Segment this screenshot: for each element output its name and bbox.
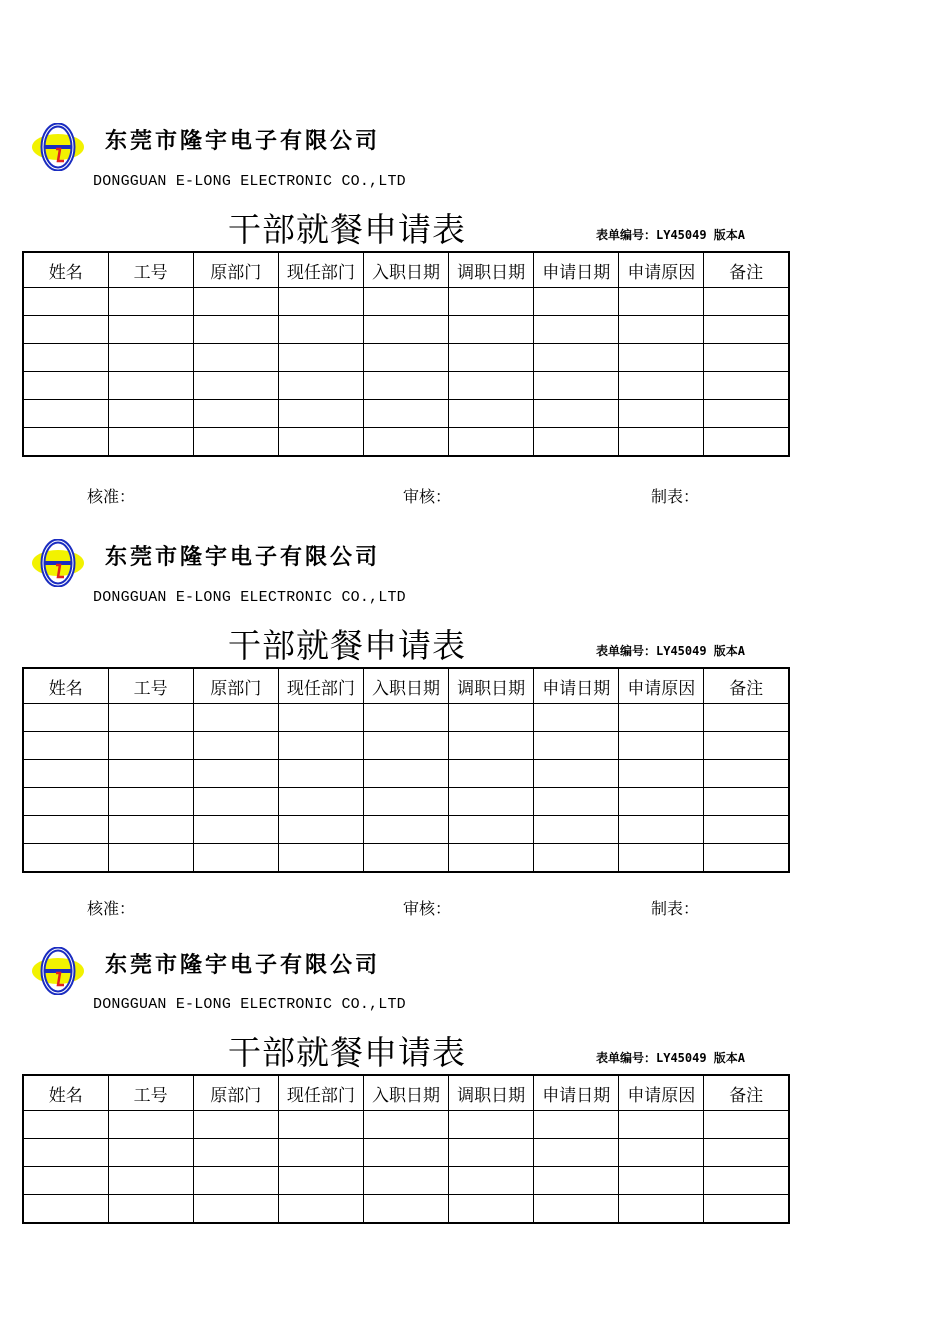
table-cell[interactable] — [704, 732, 789, 760]
table-cell[interactable] — [534, 760, 619, 788]
column-header-transfer-date: 调职日期 — [449, 252, 534, 288]
table-cell[interactable] — [619, 344, 704, 372]
table-cell[interactable] — [534, 844, 619, 873]
table-cell[interactable] — [534, 316, 619, 344]
table-row — [23, 788, 789, 816]
column-header-reason: 申请原因 — [619, 668, 704, 704]
table-cell[interactable] — [704, 816, 789, 844]
table-cell[interactable] — [619, 1167, 704, 1195]
table-cell[interactable] — [449, 400, 534, 428]
application-table — [22, 251, 790, 457]
table-cell[interactable] — [704, 288, 789, 316]
table-cell[interactable] — [193, 732, 278, 760]
table-cell[interactable] — [534, 1139, 619, 1167]
table-cell[interactable] — [278, 400, 363, 428]
table-cell[interactable] — [363, 732, 448, 760]
table-cell[interactable] — [363, 1111, 448, 1139]
table-cell[interactable] — [619, 288, 704, 316]
table-cell[interactable] — [704, 316, 789, 344]
company-name-en: DONGGUAN E-LONG ELECTRONIC CO.,LTD — [93, 589, 406, 606]
table-cell[interactable] — [23, 1195, 108, 1224]
table-row — [23, 1139, 789, 1167]
table-cell[interactable] — [619, 428, 704, 457]
table-row — [23, 760, 789, 788]
table-cell[interactable] — [449, 344, 534, 372]
table-cell[interactable] — [278, 844, 363, 873]
column-header-remarks: 备注 — [704, 668, 789, 704]
table-cell[interactable] — [193, 760, 278, 788]
table-cell[interactable] — [193, 844, 278, 873]
column-header-remarks: 备注 — [704, 252, 789, 288]
table-row — [23, 704, 789, 732]
table-cell[interactable] — [449, 1195, 534, 1224]
application-table — [22, 1074, 790, 1224]
table-cell[interactable] — [449, 1139, 534, 1167]
company-name-en: DONGGUAN E-LONG ELECTRONIC CO.,LTD — [93, 173, 406, 190]
table-cell[interactable] — [619, 372, 704, 400]
table-cell[interactable] — [704, 1167, 789, 1195]
table-cell[interactable] — [704, 788, 789, 816]
table-cell[interactable] — [704, 428, 789, 457]
company-name-cn: 东莞市隆宇电子有限公司 — [105, 129, 381, 154]
form-title: 干部就餐申请表 — [228, 1033, 466, 1072]
column-header-name: 姓名 — [23, 1075, 108, 1111]
table-cell[interactable] — [704, 704, 789, 732]
table-cell[interactable] — [363, 816, 448, 844]
table-cell[interactable] — [108, 732, 193, 760]
table-row — [23, 316, 789, 344]
table-cell[interactable] — [193, 428, 278, 457]
company-name-cn: 东莞市隆宇电子有限公司 — [105, 953, 381, 978]
table-cell[interactable] — [449, 816, 534, 844]
company-logo-icon — [30, 539, 86, 587]
table-cell[interactable] — [534, 344, 619, 372]
table-cell[interactable] — [278, 760, 363, 788]
table-cell[interactable] — [534, 732, 619, 760]
table-cell[interactable] — [23, 428, 108, 457]
table-cell[interactable] — [193, 372, 278, 400]
column-header-original-dept: 原部门 — [193, 252, 278, 288]
table-cell[interactable] — [23, 344, 108, 372]
table-row — [23, 288, 789, 316]
column-header-hire-date: 入职日期 — [363, 1075, 448, 1111]
table-cell[interactable] — [278, 1167, 363, 1195]
table-cell[interactable] — [363, 844, 448, 873]
table-cell[interactable] — [108, 1111, 193, 1139]
table-row — [23, 1195, 789, 1224]
table-cell[interactable] — [108, 760, 193, 788]
table-cell[interactable] — [363, 400, 448, 428]
column-header-current-dept: 现任部门 — [278, 252, 363, 288]
table-cell[interactable] — [108, 1167, 193, 1195]
table-cell[interactable] — [363, 1195, 448, 1224]
table-cell[interactable] — [619, 704, 704, 732]
table-cell[interactable] — [278, 344, 363, 372]
column-header-employee-id: 工号 — [108, 1075, 193, 1111]
column-header-apply-date: 申请日期 — [534, 668, 619, 704]
table-cell[interactable] — [534, 788, 619, 816]
table-row — [23, 1111, 789, 1139]
approve-label: 核准： — [87, 899, 136, 918]
table-cell[interactable] — [363, 372, 448, 400]
table-cell[interactable] — [449, 1167, 534, 1195]
company-logo-icon — [30, 947, 86, 995]
table-cell[interactable] — [449, 704, 534, 732]
table-cell[interactable] — [108, 1195, 193, 1224]
column-header-original-dept: 原部门 — [193, 668, 278, 704]
column-header-current-dept: 现任部门 — [278, 1075, 363, 1111]
column-header-original-dept: 原部门 — [193, 1075, 278, 1111]
table-cell[interactable] — [193, 316, 278, 344]
table-cell[interactable] — [23, 760, 108, 788]
column-header-apply-date: 申请日期 — [534, 1075, 619, 1111]
table-cell[interactable] — [278, 288, 363, 316]
table-cell[interactable] — [619, 1195, 704, 1224]
column-header-hire-date: 入职日期 — [363, 252, 448, 288]
table-cell[interactable] — [278, 732, 363, 760]
column-header-apply-date: 申请日期 — [534, 252, 619, 288]
table-cell[interactable] — [278, 372, 363, 400]
table-cell[interactable] — [23, 288, 108, 316]
table-cell[interactable] — [534, 704, 619, 732]
table-cell[interactable] — [534, 372, 619, 400]
table-cell[interactable] — [193, 816, 278, 844]
table-cell[interactable] — [534, 288, 619, 316]
column-header-current-dept: 现任部门 — [278, 668, 363, 704]
table-cell[interactable] — [619, 1139, 704, 1167]
form-title: 干部就餐申请表 — [228, 626, 466, 665]
table-cell[interactable] — [108, 704, 193, 732]
form-title: 干部就餐申请表 — [228, 210, 466, 249]
table-cell[interactable] — [363, 1139, 448, 1167]
table-cell[interactable] — [278, 1195, 363, 1224]
company-logo-icon — [30, 123, 86, 171]
column-header-reason: 申请原因 — [619, 252, 704, 288]
table-cell[interactable] — [534, 1111, 619, 1139]
table-cell[interactable] — [278, 704, 363, 732]
column-header-reason: 申请原因 — [619, 1075, 704, 1111]
table-cell[interactable] — [619, 760, 704, 788]
table-cell[interactable] — [278, 1139, 363, 1167]
prepare-label: 制表： — [651, 487, 700, 506]
table-cell[interactable] — [278, 1111, 363, 1139]
table-cell[interactable] — [23, 1167, 108, 1195]
table-cell[interactable] — [619, 316, 704, 344]
table-cell[interactable] — [193, 1167, 278, 1195]
column-header-employee-id: 工号 — [108, 252, 193, 288]
table-cell[interactable] — [278, 816, 363, 844]
table-header-row — [23, 1075, 789, 1111]
table-cell[interactable] — [108, 428, 193, 457]
table-cell[interactable] — [363, 1167, 448, 1195]
table-row — [23, 344, 789, 372]
table-cell[interactable] — [108, 844, 193, 873]
company-name-en: DONGGUAN E-LONG ELECTRONIC CO.,LTD — [93, 996, 406, 1013]
table-cell[interactable] — [704, 1195, 789, 1224]
table-cell[interactable] — [704, 1139, 789, 1167]
table-cell[interactable] — [363, 344, 448, 372]
table-cell[interactable] — [363, 788, 448, 816]
table-cell[interactable] — [23, 1111, 108, 1139]
table-cell[interactable] — [449, 760, 534, 788]
table-cell[interactable] — [534, 400, 619, 428]
column-header-name: 姓名 — [23, 668, 108, 704]
table-cell[interactable] — [193, 788, 278, 816]
review-label: 审核： — [403, 487, 452, 506]
table-header-row — [23, 252, 789, 288]
table-cell[interactable] — [23, 732, 108, 760]
table-cell[interactable] — [449, 844, 534, 873]
column-header-transfer-date: 调职日期 — [449, 668, 534, 704]
table-row — [23, 732, 789, 760]
table-cell[interactable] — [108, 316, 193, 344]
table-cell[interactable] — [363, 704, 448, 732]
table-cell[interactable] — [363, 428, 448, 457]
table-cell[interactable] — [704, 1111, 789, 1139]
table-cell[interactable] — [704, 400, 789, 428]
column-header-transfer-date: 调职日期 — [449, 1075, 534, 1111]
table-cell[interactable] — [704, 760, 789, 788]
table-header-row — [23, 668, 789, 704]
table-cell[interactable] — [449, 1111, 534, 1139]
table-cell[interactable] — [449, 428, 534, 457]
table-cell[interactable] — [23, 788, 108, 816]
table-cell[interactable] — [108, 816, 193, 844]
application-table — [22, 667, 790, 873]
table-cell[interactable] — [278, 788, 363, 816]
table-cell[interactable] — [108, 344, 193, 372]
company-name-cn: 东莞市隆宇电子有限公司 — [105, 545, 381, 570]
table-cell[interactable] — [619, 400, 704, 428]
table-cell[interactable] — [193, 344, 278, 372]
table-cell[interactable] — [193, 1195, 278, 1224]
table-cell[interactable] — [108, 1139, 193, 1167]
table-cell[interactable] — [193, 704, 278, 732]
table-cell[interactable] — [534, 1167, 619, 1195]
table-cell[interactable] — [449, 316, 534, 344]
table-cell[interactable] — [193, 400, 278, 428]
approve-label: 核准： — [87, 487, 136, 506]
table-cell[interactable] — [278, 428, 363, 457]
column-header-employee-id: 工号 — [108, 668, 193, 704]
table-cell[interactable] — [108, 788, 193, 816]
table-cell[interactable] — [108, 372, 193, 400]
table-cell[interactable] — [704, 372, 789, 400]
table-cell[interactable] — [363, 760, 448, 788]
table-cell[interactable] — [704, 344, 789, 372]
column-header-name: 姓名 — [23, 252, 108, 288]
form-number: 表单编号：LY45049 版本A — [596, 644, 746, 658]
table-cell[interactable] — [23, 1139, 108, 1167]
table-cell[interactable] — [193, 288, 278, 316]
prepare-label: 制表： — [651, 899, 700, 918]
table-cell[interactable] — [23, 316, 108, 344]
table-cell[interactable] — [23, 400, 108, 428]
table-cell[interactable] — [363, 316, 448, 344]
table-cell[interactable] — [619, 816, 704, 844]
table-row — [23, 400, 789, 428]
table-cell[interactable] — [193, 1111, 278, 1139]
table-cell[interactable] — [449, 372, 534, 400]
table-cell[interactable] — [108, 288, 193, 316]
table-row — [23, 428, 789, 457]
table-cell[interactable] — [363, 288, 448, 316]
table-cell[interactable] — [534, 1195, 619, 1224]
column-header-remarks: 备注 — [704, 1075, 789, 1111]
table-cell[interactable] — [619, 788, 704, 816]
table-cell[interactable] — [23, 372, 108, 400]
table-cell[interactable] — [449, 732, 534, 760]
table-cell[interactable] — [619, 732, 704, 760]
review-label: 审核： — [403, 899, 452, 918]
table-cell[interactable] — [23, 704, 108, 732]
table-cell[interactable] — [534, 428, 619, 457]
table-row — [23, 372, 789, 400]
table-cell[interactable] — [23, 816, 108, 844]
table-cell[interactable] — [619, 844, 704, 873]
table-cell[interactable] — [108, 400, 193, 428]
table-cell[interactable] — [619, 1111, 704, 1139]
column-header-hire-date: 入职日期 — [363, 668, 448, 704]
table-cell[interactable] — [278, 316, 363, 344]
table-cell[interactable] — [449, 288, 534, 316]
table-cell[interactable] — [704, 844, 789, 873]
form-number: 表单编号：LY45049 版本A — [596, 1051, 746, 1065]
table-cell[interactable] — [193, 1139, 278, 1167]
table-row — [23, 844, 789, 873]
table-cell[interactable] — [23, 844, 108, 873]
form-number: 表单编号：LY45049 版本A — [596, 228, 746, 242]
table-row — [23, 816, 789, 844]
table-row — [23, 1167, 789, 1195]
table-cell[interactable] — [534, 816, 619, 844]
table-cell[interactable] — [449, 788, 534, 816]
